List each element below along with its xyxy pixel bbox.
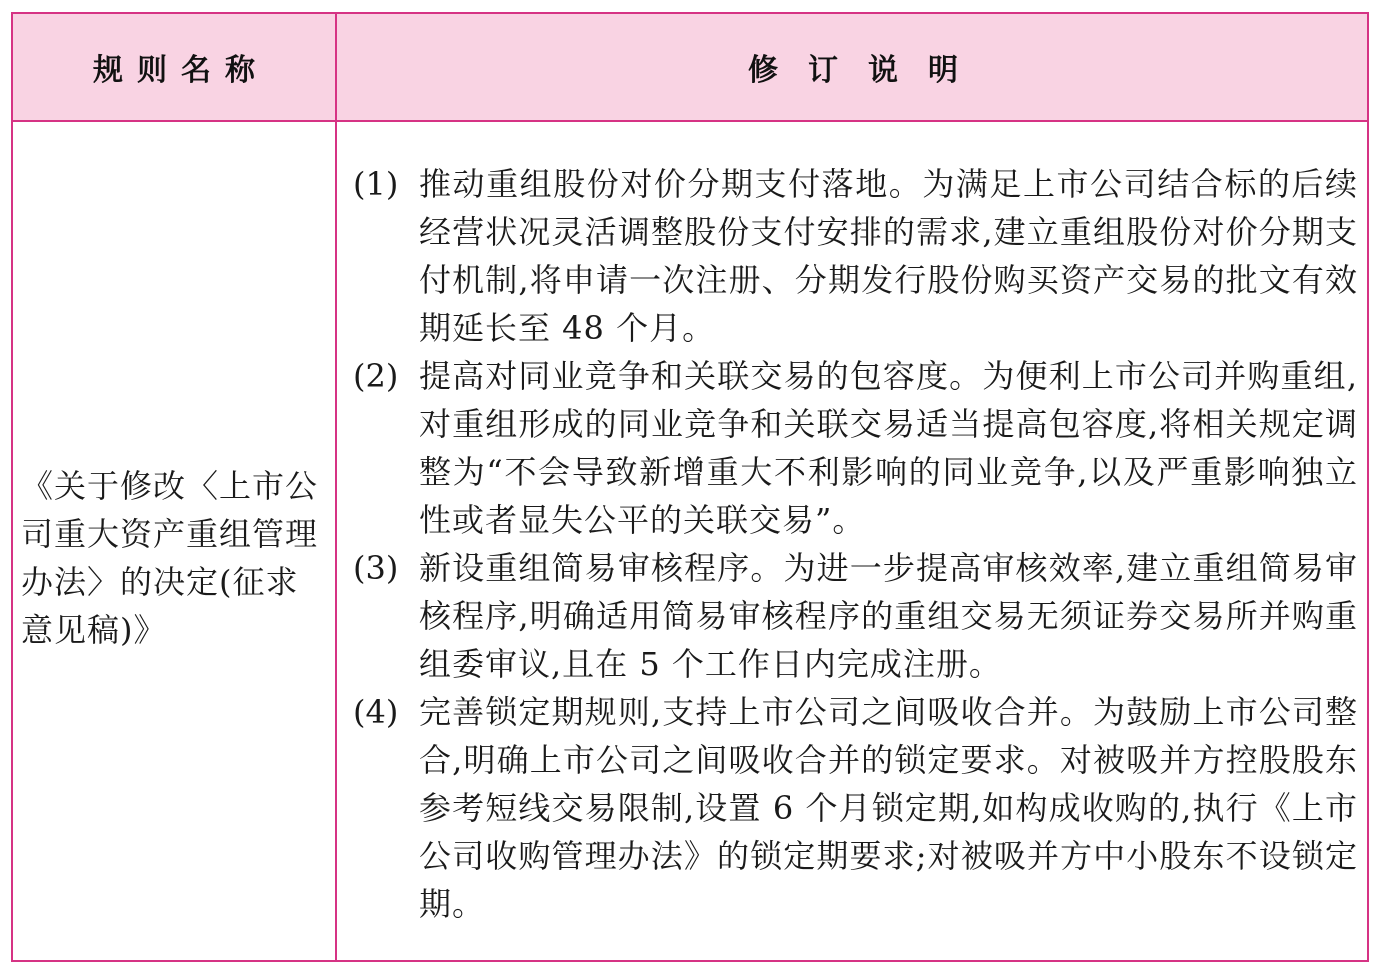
rule-name-cell: 《关于修改〈上市公司重大资产重组管理办法〉的决定(征求意见稿)》 [21, 467, 319, 649]
item-number: (2) [353, 357, 399, 395]
item-text: 完善锁定期规则,支持上市公司之间吸收合并。为鼓励上市公司整合,明确上市公司之间吸收合并的锁定要求。对被吸并方控股股东参考短线交易限制,设置 6 个月锁定期,如构成收购的,执行《上市公司收购管理办法》的锁定期要求;对被吸并方中小股东不设锁定期。 [419, 693, 1358, 923]
revision-item-1 [353, 160, 1358, 352]
revision-table [11, 12, 1369, 962]
header-revision-description: 修订说明 [748, 53, 988, 88]
revision-item-2 [353, 352, 1358, 544]
item-number: (1) [353, 165, 399, 203]
item-text: 推动重组股份对价分期支付落地。为满足上市公司结合标的后续经营状况灵活调整股份支付安排的需求,建立重组股份对价分期支付机制,将申请一次注册、分期发行股份购买资产交易的批文有效期延长至 48 个月。 [419, 165, 1358, 347]
revision-items [353, 160, 1358, 928]
table-header-row [13, 14, 1367, 122]
item-text: 提高对同业竞争和关联交易的包容度。为便利上市公司并购重组,对重组形成的同业竞争和关联交易适当提高包容度,将相关规定调整为“不会导致新增重大不利影响的同业竞争,以及严重影响独立性或者显失公平的关联交易”。 [419, 357, 1358, 539]
item-text: 新设重组简易审核程序。为进一步提高审核效率,建立重组简易审核程序,明确适用简易审核程序的重组交易无须证券交易所并购重组委审议,且在 5 个工作日内完成注册。 [419, 549, 1358, 683]
revision-item-4 [353, 688, 1358, 928]
header-rule-name: 规则名称 [93, 53, 269, 88]
column-divider [335, 14, 337, 960]
item-number: (4) [353, 693, 399, 731]
revision-item-3 [353, 544, 1358, 688]
item-number: (3) [353, 549, 399, 587]
